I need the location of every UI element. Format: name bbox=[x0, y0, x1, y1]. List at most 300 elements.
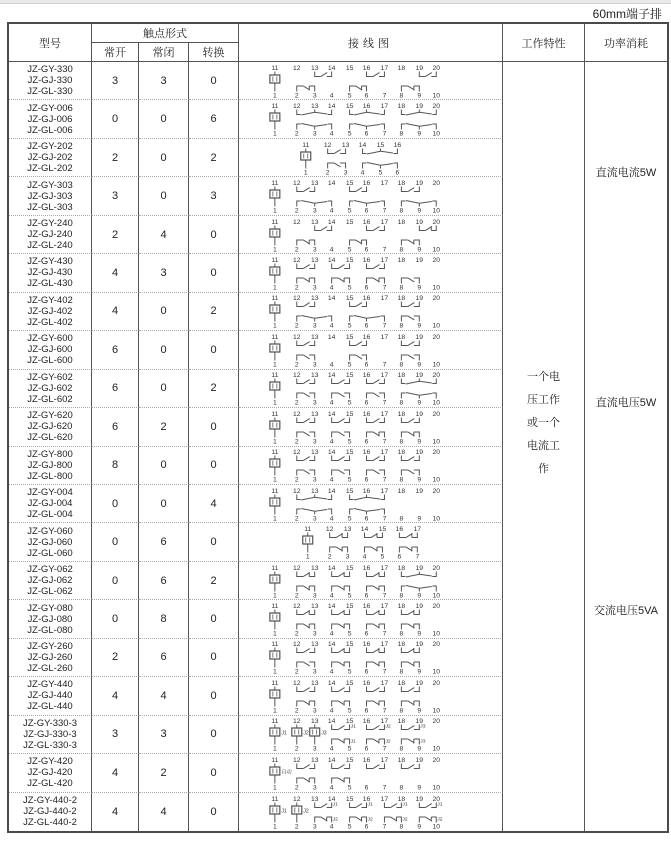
model-name: JZ-GJ-060 bbox=[27, 536, 73, 548]
svg-text:5: 5 bbox=[347, 630, 352, 638]
svg-text:19: 19 bbox=[415, 564, 424, 572]
svg-text:3: 3 bbox=[343, 169, 348, 177]
svg-text:3: 3 bbox=[312, 784, 317, 792]
model-cell bbox=[9, 600, 92, 638]
wiring-diagram-cell bbox=[239, 216, 503, 254]
model-name: JZ-GY-062 bbox=[27, 564, 73, 576]
svg-text:14: 14 bbox=[327, 64, 336, 72]
normally-closed-count: 0 bbox=[139, 485, 189, 523]
svg-text:9: 9 bbox=[417, 130, 422, 138]
model-cell bbox=[9, 677, 92, 715]
model-name: JZ-GL-440 bbox=[27, 701, 73, 713]
svg-text:6: 6 bbox=[364, 784, 369, 792]
svg-text:10: 10 bbox=[432, 284, 441, 292]
svg-text:16: 16 bbox=[362, 718, 371, 726]
svg-text:13: 13 bbox=[310, 756, 319, 764]
model-name: JZ-GL-004 bbox=[27, 509, 73, 521]
svg-text:19: 19 bbox=[415, 449, 424, 457]
changeover-count: 2 bbox=[189, 370, 239, 408]
svg-text:10: 10 bbox=[432, 668, 441, 676]
svg-text:10: 10 bbox=[432, 361, 441, 369]
svg-text:15: 15 bbox=[345, 218, 354, 226]
svg-text:8: 8 bbox=[399, 322, 404, 330]
wiring-diagram bbox=[239, 447, 502, 485]
svg-text:11: 11 bbox=[271, 103, 279, 111]
model-name: JZ-GY-420 bbox=[27, 756, 73, 768]
svg-text:19: 19 bbox=[415, 603, 424, 611]
svg-text:10: 10 bbox=[432, 707, 441, 715]
svg-text:2: 2 bbox=[294, 92, 299, 100]
svg-text:20: 20 bbox=[432, 487, 441, 495]
svg-text:17: 17 bbox=[380, 718, 389, 726]
svg-text:18: 18 bbox=[397, 449, 406, 457]
power-consumption-cell bbox=[585, 62, 667, 831]
svg-text:7: 7 bbox=[382, 784, 387, 792]
svg-text:3: 3 bbox=[312, 592, 317, 600]
svg-text:3: 3 bbox=[312, 515, 317, 523]
svg-text:20: 20 bbox=[432, 180, 441, 188]
svg-text:7: 7 bbox=[382, 707, 387, 715]
normally-closed-count: 8 bbox=[139, 600, 189, 638]
svg-text:18: 18 bbox=[397, 218, 406, 226]
svg-text:2: 2 bbox=[294, 399, 299, 407]
svg-text:10: 10 bbox=[432, 823, 441, 831]
svg-text:8: 8 bbox=[399, 515, 404, 523]
svg-text:17: 17 bbox=[380, 410, 389, 418]
svg-text:12: 12 bbox=[293, 103, 301, 111]
svg-text:2: 2 bbox=[294, 476, 299, 484]
changeover-count: 2 bbox=[189, 293, 239, 331]
normally-open-count: 2 bbox=[92, 216, 139, 254]
svg-text:14: 14 bbox=[327, 487, 336, 495]
svg-text:15: 15 bbox=[345, 449, 354, 457]
changeover-count: 0 bbox=[189, 254, 239, 292]
svg-text:17: 17 bbox=[380, 180, 389, 188]
svg-text:10: 10 bbox=[432, 207, 441, 215]
wiring-diagram-cell bbox=[239, 485, 503, 523]
svg-text:19: 19 bbox=[415, 487, 424, 495]
svg-text:20: 20 bbox=[432, 641, 441, 649]
svg-text:J2: J2 bbox=[385, 738, 391, 745]
wiring-diagram-cell bbox=[239, 62, 503, 100]
svg-text:16: 16 bbox=[362, 372, 371, 380]
svg-text:3: 3 bbox=[312, 207, 317, 215]
svg-text:20: 20 bbox=[432, 103, 441, 111]
svg-text:1: 1 bbox=[272, 592, 277, 600]
svg-text:18: 18 bbox=[397, 795, 406, 803]
svg-text:20: 20 bbox=[432, 795, 441, 803]
svg-text:8: 8 bbox=[399, 707, 404, 715]
svg-text:8: 8 bbox=[399, 284, 404, 292]
svg-text:4: 4 bbox=[329, 668, 334, 676]
svg-text:15: 15 bbox=[345, 410, 354, 418]
svg-text:9: 9 bbox=[417, 515, 422, 523]
model-name: JZ-GY-800 bbox=[27, 448, 73, 460]
model-name: JZ-GL-430 bbox=[27, 278, 73, 290]
svg-text:3: 3 bbox=[312, 92, 317, 100]
header-wiring-diagram: 接线图 bbox=[239, 24, 503, 62]
svg-text:5: 5 bbox=[347, 515, 352, 523]
svg-text:9: 9 bbox=[417, 668, 422, 676]
svg-text:5: 5 bbox=[347, 476, 352, 484]
svg-text:14: 14 bbox=[327, 410, 336, 418]
wiring-diagram-cell bbox=[239, 754, 503, 792]
model-cell bbox=[9, 639, 92, 677]
changeover-count: 0 bbox=[189, 793, 239, 831]
model-name: JZ-GL-420 bbox=[27, 778, 73, 790]
svg-text:7: 7 bbox=[382, 207, 387, 215]
svg-text:17: 17 bbox=[380, 564, 389, 572]
svg-text:18: 18 bbox=[397, 564, 406, 572]
svg-text:14: 14 bbox=[327, 641, 336, 649]
svg-text:11: 11 bbox=[271, 603, 279, 611]
wiring-diagram-cell bbox=[239, 254, 503, 292]
model-name: JZ-GL-600 bbox=[27, 355, 73, 367]
model-name: JZ-GY-430 bbox=[27, 256, 73, 268]
svg-text:2: 2 bbox=[294, 130, 299, 138]
normally-open-count: 2 bbox=[92, 139, 139, 177]
model-name: JZ-GY-600 bbox=[27, 333, 73, 345]
normally-closed-count: 2 bbox=[139, 754, 189, 792]
svg-text:15: 15 bbox=[378, 526, 387, 534]
svg-text:17: 17 bbox=[380, 603, 389, 611]
svg-text:4: 4 bbox=[329, 476, 334, 484]
svg-text:1: 1 bbox=[272, 207, 277, 215]
wiring-diagram bbox=[239, 639, 502, 677]
svg-text:11: 11 bbox=[271, 410, 279, 418]
svg-text:13: 13 bbox=[310, 333, 319, 341]
wiring-diagram-cell bbox=[239, 331, 503, 369]
svg-text:18: 18 bbox=[397, 603, 406, 611]
svg-text:9: 9 bbox=[417, 92, 422, 100]
model-name: JZ-GL-080 bbox=[27, 624, 73, 636]
svg-text:11: 11 bbox=[271, 449, 279, 457]
svg-text:19: 19 bbox=[415, 180, 424, 188]
normally-open-count: 4 bbox=[92, 754, 139, 792]
svg-text:12: 12 bbox=[293, 410, 301, 418]
wiring-diagram-cell bbox=[239, 447, 503, 485]
svg-text:9: 9 bbox=[417, 476, 422, 484]
svg-text:J3: J3 bbox=[420, 723, 426, 730]
normally-open-count: 0 bbox=[92, 100, 139, 138]
svg-text:8: 8 bbox=[399, 245, 404, 253]
wiring-diagram bbox=[239, 754, 502, 792]
svg-text:10: 10 bbox=[432, 130, 441, 138]
model-cell bbox=[9, 331, 92, 369]
svg-text:7: 7 bbox=[382, 92, 387, 100]
model-name: JZ-GJ-600 bbox=[27, 344, 73, 356]
svg-text:16: 16 bbox=[362, 218, 371, 226]
svg-text:13: 13 bbox=[310, 257, 319, 265]
svg-text:20: 20 bbox=[432, 333, 441, 341]
svg-text:J1: J1 bbox=[350, 738, 356, 745]
svg-text:15: 15 bbox=[345, 180, 354, 188]
svg-text:1: 1 bbox=[272, 668, 277, 676]
svg-text:11: 11 bbox=[271, 295, 279, 303]
wiring-diagram-cell bbox=[239, 677, 503, 715]
svg-text:10: 10 bbox=[432, 784, 441, 792]
svg-text:5: 5 bbox=[347, 207, 352, 215]
changeover-count: 0 bbox=[189, 754, 239, 792]
svg-text:6: 6 bbox=[364, 399, 369, 407]
svg-text:19: 19 bbox=[415, 718, 424, 726]
svg-text:9: 9 bbox=[417, 823, 422, 831]
svg-text:9: 9 bbox=[417, 245, 422, 253]
svg-text:19: 19 bbox=[415, 295, 424, 303]
changeover-count: 0 bbox=[189, 600, 239, 638]
svg-text:2: 2 bbox=[294, 207, 299, 215]
svg-text:12: 12 bbox=[293, 718, 301, 726]
svg-text:10: 10 bbox=[432, 476, 441, 484]
wiring-diagram bbox=[239, 716, 502, 754]
svg-text:4: 4 bbox=[329, 823, 334, 831]
wiring-diagram bbox=[239, 62, 502, 100]
changeover-count: 0 bbox=[189, 677, 239, 715]
changeover-count: 0 bbox=[189, 62, 239, 100]
svg-text:16: 16 bbox=[362, 103, 371, 111]
svg-text:11: 11 bbox=[271, 218, 279, 226]
normally-open-count: 0 bbox=[92, 485, 139, 523]
wiring-diagram bbox=[239, 562, 502, 600]
svg-text:19: 19 bbox=[415, 64, 424, 72]
svg-text:8: 8 bbox=[399, 668, 404, 676]
svg-text:17: 17 bbox=[380, 679, 389, 687]
svg-text:12: 12 bbox=[293, 218, 301, 226]
svg-text:5: 5 bbox=[347, 245, 352, 253]
model-cell bbox=[9, 177, 92, 215]
svg-text:19: 19 bbox=[415, 756, 424, 764]
svg-text:3: 3 bbox=[312, 245, 317, 253]
model-name: JZ-GL-620 bbox=[27, 432, 73, 444]
normally-closed-count: 0 bbox=[139, 177, 189, 215]
svg-text:4: 4 bbox=[329, 707, 334, 715]
svg-text:J1: J1 bbox=[402, 801, 408, 808]
svg-text:4: 4 bbox=[329, 784, 334, 792]
svg-text:8: 8 bbox=[399, 92, 404, 100]
svg-text:7: 7 bbox=[382, 745, 387, 753]
svg-text:1: 1 bbox=[272, 823, 277, 831]
svg-text:7: 7 bbox=[415, 553, 420, 561]
svg-text:9: 9 bbox=[417, 322, 422, 330]
svg-text:3: 3 bbox=[312, 322, 317, 330]
svg-text:17: 17 bbox=[380, 257, 389, 265]
svg-text:14: 14 bbox=[327, 718, 336, 726]
model-cell bbox=[9, 100, 92, 138]
svg-text:11: 11 bbox=[302, 141, 310, 149]
svg-text:10: 10 bbox=[432, 399, 441, 407]
svg-text:5: 5 bbox=[347, 361, 352, 369]
changeover-count: 0 bbox=[189, 447, 239, 485]
normally-closed-count: 3 bbox=[139, 62, 189, 100]
svg-text:16: 16 bbox=[362, 641, 371, 649]
model-cell bbox=[9, 62, 92, 100]
normally-closed-count: 6 bbox=[139, 639, 189, 677]
svg-text:12: 12 bbox=[293, 180, 301, 188]
svg-text:5: 5 bbox=[347, 784, 352, 792]
header-contact-form: 触点形式 bbox=[92, 24, 239, 43]
svg-text:5: 5 bbox=[347, 592, 352, 600]
model-cell bbox=[9, 370, 92, 408]
svg-text:6: 6 bbox=[364, 130, 369, 138]
svg-text:17: 17 bbox=[380, 295, 389, 303]
changeover-count: 0 bbox=[189, 331, 239, 369]
model-name: JZ-GJ-260 bbox=[27, 651, 73, 663]
svg-text:18: 18 bbox=[397, 410, 406, 418]
normally-open-count: 0 bbox=[92, 562, 139, 600]
svg-text:6: 6 bbox=[364, 245, 369, 253]
changeover-count: 0 bbox=[189, 216, 239, 254]
working-characteristic-text: 一个电 压工作 或一个 电流工 作 bbox=[527, 371, 560, 475]
svg-text:15: 15 bbox=[345, 756, 354, 764]
svg-text:7: 7 bbox=[382, 130, 387, 138]
svg-text:14: 14 bbox=[327, 449, 336, 457]
model-name: JZ-GL-240 bbox=[27, 240, 73, 252]
normally-closed-count: 0 bbox=[139, 100, 189, 138]
model-name: JZ-GL-330-3 bbox=[23, 739, 77, 751]
svg-text:19: 19 bbox=[415, 333, 424, 341]
svg-text:8: 8 bbox=[399, 592, 404, 600]
svg-text:5: 5 bbox=[347, 668, 352, 676]
svg-text:14: 14 bbox=[327, 564, 336, 572]
svg-text:17: 17 bbox=[413, 526, 422, 534]
svg-text:6: 6 bbox=[364, 92, 369, 100]
svg-text:19: 19 bbox=[415, 679, 424, 687]
svg-text:19: 19 bbox=[415, 103, 424, 111]
svg-text:13: 13 bbox=[310, 218, 319, 226]
model-name: JZ-GY-080 bbox=[27, 602, 73, 614]
changeover-count: 0 bbox=[189, 639, 239, 677]
svg-text:9: 9 bbox=[417, 284, 422, 292]
svg-text:5: 5 bbox=[347, 438, 352, 446]
wiring-diagram bbox=[239, 293, 502, 331]
power-consumption-label: 直流电流5W bbox=[595, 167, 657, 179]
svg-text:7: 7 bbox=[382, 630, 387, 638]
svg-text:7: 7 bbox=[382, 361, 387, 369]
svg-text:2: 2 bbox=[294, 284, 299, 292]
svg-text:1: 1 bbox=[305, 553, 310, 561]
spec-table bbox=[7, 22, 669, 833]
svg-text:自动: 自动 bbox=[281, 769, 292, 776]
svg-text:2: 2 bbox=[325, 169, 330, 177]
model-name: JZ-GY-330-3 bbox=[22, 717, 78, 729]
wiring-diagram bbox=[239, 216, 502, 254]
svg-text:12: 12 bbox=[323, 141, 332, 149]
svg-text:20: 20 bbox=[432, 603, 441, 611]
svg-text:10: 10 bbox=[432, 515, 441, 523]
model-name: JZ-GL-006 bbox=[27, 124, 73, 136]
svg-text:18: 18 bbox=[397, 718, 406, 726]
normally-closed-count: 4 bbox=[139, 216, 189, 254]
model-name: JZ-GY-202 bbox=[27, 141, 73, 153]
svg-text:15: 15 bbox=[345, 295, 354, 303]
svg-text:4: 4 bbox=[362, 553, 367, 561]
normally-closed-count: 6 bbox=[139, 523, 189, 561]
svg-text:5: 5 bbox=[347, 399, 352, 407]
svg-text:4: 4 bbox=[329, 515, 334, 523]
svg-text:15: 15 bbox=[345, 372, 354, 380]
changeover-count: 2 bbox=[189, 139, 239, 177]
svg-text:10: 10 bbox=[432, 245, 441, 253]
svg-text:8: 8 bbox=[399, 630, 404, 638]
svg-text:1: 1 bbox=[272, 361, 277, 369]
svg-text:18: 18 bbox=[397, 103, 406, 111]
svg-text:6: 6 bbox=[364, 592, 369, 600]
svg-text:3: 3 bbox=[312, 630, 317, 638]
svg-text:16: 16 bbox=[362, 449, 371, 457]
wiring-diagram-cell bbox=[239, 370, 503, 408]
wiring-diagram-cell bbox=[239, 639, 503, 677]
model-cell bbox=[9, 793, 92, 831]
svg-text:5: 5 bbox=[347, 823, 352, 831]
svg-text:15: 15 bbox=[345, 795, 354, 803]
svg-text:20: 20 bbox=[432, 564, 441, 572]
svg-text:3: 3 bbox=[345, 553, 350, 561]
svg-text:17: 17 bbox=[380, 333, 389, 341]
wiring-diagram-cell bbox=[239, 523, 503, 561]
svg-text:7: 7 bbox=[382, 399, 387, 407]
svg-text:5: 5 bbox=[347, 322, 352, 330]
top-strip bbox=[0, 0, 671, 4]
svg-text:4: 4 bbox=[329, 245, 334, 253]
svg-text:7: 7 bbox=[382, 322, 387, 330]
normally-closed-count: 3 bbox=[139, 716, 189, 754]
header-changeover: 转换 bbox=[189, 43, 239, 62]
svg-text:2: 2 bbox=[294, 823, 299, 831]
svg-text:11: 11 bbox=[304, 526, 312, 534]
svg-text:14: 14 bbox=[327, 180, 336, 188]
svg-text:2: 2 bbox=[294, 707, 299, 715]
svg-text:5: 5 bbox=[347, 745, 352, 753]
model-name: JZ-GJ-800 bbox=[27, 459, 73, 471]
svg-text:17: 17 bbox=[380, 641, 389, 649]
svg-text:9: 9 bbox=[417, 784, 422, 792]
model-cell bbox=[9, 754, 92, 792]
model-name: JZ-GY-330 bbox=[27, 64, 73, 76]
model-name: JZ-GY-006 bbox=[27, 102, 73, 114]
model-cell bbox=[9, 408, 92, 446]
model-name: JZ-GJ-202 bbox=[27, 152, 73, 164]
svg-text:6: 6 bbox=[364, 438, 369, 446]
normally-open-count: 3 bbox=[92, 62, 139, 100]
normally-open-count: 6 bbox=[92, 408, 139, 446]
wiring-diagram bbox=[239, 331, 502, 369]
svg-text:15: 15 bbox=[345, 564, 354, 572]
svg-text:16: 16 bbox=[362, 64, 371, 72]
header-normally-closed: 常闭 bbox=[139, 43, 189, 62]
svg-text:15: 15 bbox=[345, 679, 354, 687]
header-model: 型号 bbox=[9, 24, 92, 62]
model-cell bbox=[9, 447, 92, 485]
svg-text:6: 6 bbox=[364, 207, 369, 215]
model-name: JZ-GL-402 bbox=[27, 316, 73, 328]
svg-text:12: 12 bbox=[293, 333, 301, 341]
svg-text:12: 12 bbox=[293, 564, 301, 572]
svg-text:11: 11 bbox=[271, 180, 279, 188]
svg-text:4: 4 bbox=[329, 92, 334, 100]
svg-text:4: 4 bbox=[329, 630, 334, 638]
svg-text:13: 13 bbox=[310, 564, 319, 572]
svg-text:17: 17 bbox=[380, 795, 389, 803]
model-name: JZ-GY-060 bbox=[27, 525, 73, 537]
normally-closed-count: 0 bbox=[139, 331, 189, 369]
svg-text:16: 16 bbox=[362, 487, 371, 495]
svg-text:2: 2 bbox=[294, 322, 299, 330]
svg-text:6: 6 bbox=[364, 630, 369, 638]
svg-text:16: 16 bbox=[362, 795, 371, 803]
header-normally-open: 常开 bbox=[92, 43, 139, 62]
svg-text:14: 14 bbox=[327, 257, 336, 265]
svg-text:11: 11 bbox=[271, 679, 279, 687]
